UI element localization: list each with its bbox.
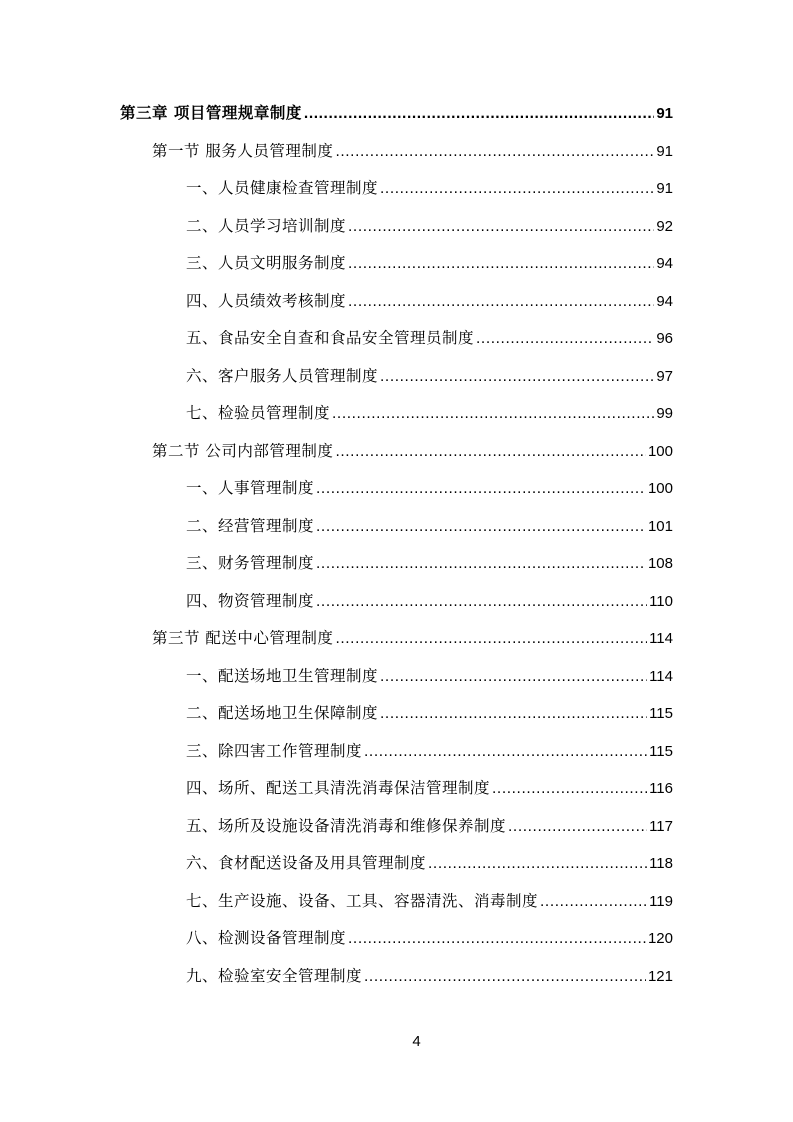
toc-subsection-entry[interactable] (186, 889, 673, 913)
toc-entry-page: 91 (656, 180, 673, 197)
toc-entry-page: 100 (647, 442, 673, 460)
toc-subsection-entry[interactable] (186, 364, 673, 388)
toc-entry-title: 五、食品安全自查和食品安全管理员制度 (186, 329, 475, 347)
toc-entry-page: 99 (656, 405, 673, 422)
toc-entry-title: 七、检验员管理制度 (186, 404, 331, 422)
toc-section-entry[interactable] (152, 439, 673, 463)
dot-leader (316, 552, 646, 576)
toc-subsection-entry[interactable] (186, 664, 673, 688)
toc-entry-page: 114 (649, 630, 673, 647)
dot-leader (335, 140, 654, 164)
dot-leader (335, 627, 647, 651)
toc-subsection-entry[interactable] (186, 251, 673, 275)
dot-leader (492, 777, 647, 801)
toc-entry-page: 121 (647, 967, 673, 985)
toc-entry-title: 第一节 服务人员管理制度 (152, 141, 334, 160)
toc-entry-title: 三、财务管理制度 (186, 554, 315, 572)
toc-entry-title: 六、食材配送设备及用具管理制度 (186, 854, 427, 872)
toc-subsection-entry[interactable] (186, 326, 673, 350)
toc-entry-title: 三、除四害工作管理制度 (186, 741, 363, 760)
toc-entry-page: 116 (649, 780, 673, 797)
toc-entry-page: 110 (649, 592, 673, 610)
dot-leader (380, 365, 654, 389)
toc-entry-title: 一、人员健康检查管理制度 (186, 179, 379, 197)
toc-entry-title: 第二节 公司内部管理制度 (152, 441, 334, 460)
toc-entry-title: 四、物资管理制度 (186, 591, 315, 610)
toc-entry-page: 91 (656, 105, 673, 122)
dot-leader (380, 702, 647, 726)
toc-entry-title: 三、人员文明服务制度 (186, 254, 347, 272)
toc-subsection-entry[interactable] (186, 401, 673, 425)
toc-entry-title: 八、检测设备管理制度 (186, 929, 347, 947)
toc-subsection-entry[interactable] (186, 176, 673, 200)
toc-entry-page: 114 (649, 667, 673, 685)
toc-entry-page: 115 (649, 742, 673, 760)
toc-subsection-entry[interactable] (186, 926, 673, 950)
dot-leader (540, 890, 647, 914)
dot-leader (316, 590, 647, 614)
toc-subsection-entry[interactable] (186, 851, 673, 875)
toc-entry-title: 第三章 项目管理规章制度 (120, 104, 302, 122)
dot-leader (348, 927, 646, 951)
dot-leader (508, 815, 647, 839)
toc-subsection-entry[interactable] (186, 551, 673, 575)
toc-entry-page: 115 (649, 705, 673, 722)
toc-entry-page: 120 (647, 930, 673, 947)
toc-subsection-entry[interactable] (186, 514, 673, 538)
toc-entry-title: 四、场所、配送工具清洗消毒保洁管理制度 (186, 779, 491, 797)
toc-subsection-entry[interactable] (186, 814, 673, 838)
dot-leader (348, 290, 654, 314)
toc-subsection-entry[interactable] (186, 289, 673, 313)
page-number: 4 (412, 1033, 421, 1050)
toc-entry-page: 119 (649, 892, 673, 910)
toc-entry-title: 七、生产设施、设备、工具、容器清洗、消毒制度 (186, 891, 539, 910)
toc-entry-page: 92 (656, 217, 673, 235)
toc-entry-title: 二、经营管理制度 (186, 516, 315, 535)
toc-entry-title: 二、配送场地卫生保障制度 (186, 704, 379, 722)
toc-entry-page: 108 (647, 555, 673, 572)
toc-subsection-entry[interactable] (186, 214, 673, 238)
dot-leader (380, 665, 647, 689)
dot-leader (304, 102, 654, 126)
dot-leader (476, 327, 654, 351)
toc-subsection-entry[interactable] (186, 701, 673, 725)
toc-section-entry[interactable] (152, 139, 673, 163)
toc-subsection-entry[interactable] (186, 776, 673, 800)
dot-leader (316, 477, 646, 501)
toc-entry-page: 94 (656, 255, 673, 272)
toc-subsection-entry[interactable] (186, 589, 673, 613)
toc-subsection-entry[interactable] (186, 964, 673, 988)
toc-section-entry[interactable] (152, 626, 673, 650)
toc-subsection-entry[interactable] (186, 476, 673, 500)
toc-entry-page: 101 (647, 517, 673, 535)
toc-entry-page: 118 (649, 855, 673, 872)
toc-subsection-entry[interactable] (186, 739, 673, 763)
toc-entry-page: 97 (656, 367, 673, 385)
dot-leader (316, 515, 646, 539)
dot-leader (348, 215, 654, 239)
toc-entry-title: 第三节 配送中心管理制度 (152, 629, 334, 647)
toc-entry-title: 一、配送场地卫生管理制度 (186, 666, 379, 685)
dot-leader (364, 740, 647, 764)
toc-entry-title: 四、人员绩效考核制度 (186, 291, 347, 310)
dot-leader (335, 440, 646, 464)
toc-entry-title: 九、检验室安全管理制度 (186, 966, 363, 985)
toc-entry-title: 二、人员学习培训制度 (186, 216, 347, 235)
toc-chapter-entry[interactable] (120, 101, 673, 125)
toc-entry-page: 94 (656, 292, 673, 310)
toc-entry-title: 五、场所及设施设备清洗消毒和维修保养制度 (186, 816, 507, 835)
toc-entry-page: 117 (649, 817, 673, 835)
toc-entry-page: 91 (656, 142, 673, 160)
dot-leader (428, 852, 647, 876)
toc-entry-title: 一、人事管理制度 (186, 479, 315, 497)
toc-entry-page: 96 (656, 330, 673, 347)
toc-entry-page: 100 (647, 480, 673, 497)
dot-leader (380, 177, 654, 201)
dot-leader (332, 402, 654, 426)
dot-leader (364, 965, 646, 989)
dot-leader (348, 252, 654, 276)
toc-entry-title: 六、客户服务人员管理制度 (186, 366, 379, 385)
